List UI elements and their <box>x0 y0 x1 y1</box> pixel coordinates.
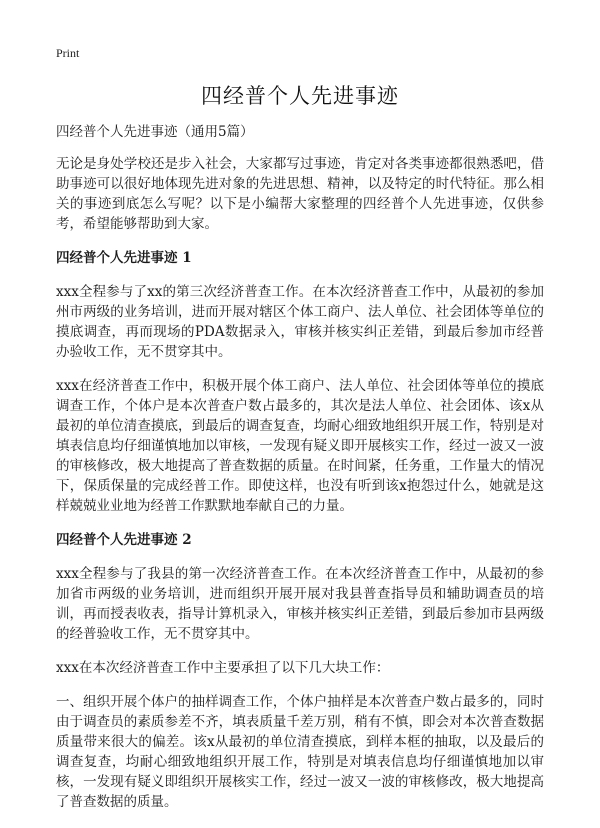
section-paragraph: xxx在本次经济普查工作中主要承担了以下几大块工作： <box>56 660 390 676</box>
section-paragraph: xxx全程参与了xx的第三次经济普查工作。在本次经济普查工作中，从最初的参加州市两级的业务培训，进而开展对辖区个体工商户、法人单位、社会团体等单位的摸底调查，再而现场的PDA数据录入，审核并核实纠正差错，到最后参加市经普办验收工作，无不贯穿其中。 <box>56 284 544 360</box>
section-paragraph: xxx全程参与了我县的第一次经济普查工作。在本次经济普查工作中，从最初的参加省市两级的业务培训，进而组织开展开展对我县普查指导员和辅助调查员的培训，再而授表收表，指导计算机录入，审核并核实纠正差错，到最后参加市县两级的经普验收工作，无不贯穿其中。 <box>56 566 544 642</box>
section-paragraph: 一、组织开展个体户的抽样调查工作，个体户抽样是本次普查户数占最多的，同时由于调查员的素质参差不齐，填表质量千差万别，稍有不慎，即会对本次普查数据质量带来很大的偏差。该x从最初的单位清查摸底，到样本框的抽取，以及最后的调查复查，均耐心细致地组织开展工作，特别是对填表信息均仔细谨慎地加以审核，一发现有疑义即组织开展核实工作，经过一波又一波的审核修改，极大地提高了普查数据的质量。 <box>56 694 544 810</box>
page-title: 四经普个人先进事迹 <box>201 84 399 108</box>
document-subtitle: 四经普个人先进事迹（通用5篇） <box>56 124 254 140</box>
section-paragraph: xxx在经济普查工作中，积极开展个体工商户、法人单位、社会团体等单位的摸底调查工作，个体户是本次普查户数占最多的，其次是法人单位、社会团体、该x从最初的单位清查摸底，到最后的调查复查，均耐心细致地组织开展工作，特别是对填表信息均仔细谨慎地加以审核，一发现有疑义即开展核实工作，经过一波又一波的审核修改，极大地提高了普查数据的质量。在时间紧，任务重，工作量大的情况下，保质保量的完成经普工作。即使这样，也没有听到该x抱怨过什么，她就是这样兢兢业业地为经普工作默默地奉献自己的力量。 <box>56 378 544 514</box>
intro-paragraph: 无论是身处学校还是步入社会，大家都写过事迹，肯定对各类事迹都很熟悉吧，借助事迹可以很好地体现先进对象的先进思想、精神，以及特定的时代特征。那么相关的事迹到底怎么写呢？以下是小编帮大家整理的四经普个人先进事迹，仅供参考，希望能够帮助到大家。 <box>56 156 544 232</box>
section-heading: 四经普个人先进事迹 1 <box>56 250 192 266</box>
document-body <box>56 122 544 826</box>
print-link[interactable]: Print <box>56 46 80 60</box>
section-heading: 四经普个人先进事迹 2 <box>56 532 192 548</box>
